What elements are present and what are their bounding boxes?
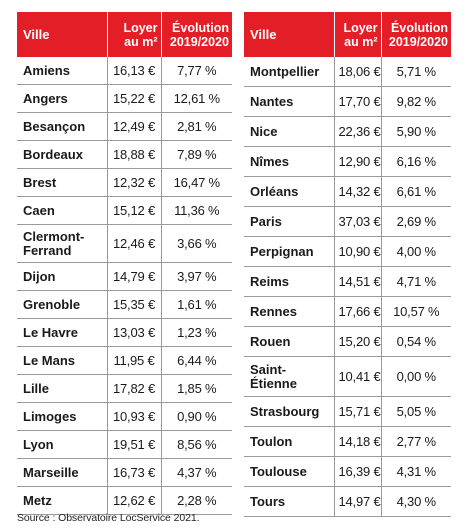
city-cell: Reims (244, 267, 334, 297)
evolution-cell: 4,00 % (381, 237, 451, 267)
rent-cell: 12,32 € (107, 169, 161, 197)
evolution-cell: 0,90 % (161, 403, 232, 431)
table-row (244, 427, 451, 457)
rent-cell: 15,35 € (107, 291, 161, 319)
rent-cell: 14,97 € (334, 487, 381, 517)
table-row (244, 357, 451, 397)
table-row (17, 225, 232, 263)
table-row (17, 169, 232, 197)
table-row (244, 237, 451, 267)
evolution-cell: 4,30 % (381, 487, 451, 517)
evolution-cell: 3,66 % (161, 225, 232, 263)
table-row (17, 487, 232, 515)
city-cell: Nice (244, 117, 334, 147)
table-row (244, 117, 451, 147)
rent-cell: 22,36 € (334, 117, 381, 147)
table-row (17, 141, 232, 169)
evolution-cell: 2,69 % (381, 207, 451, 237)
evolution-cell: 0,00 % (381, 357, 451, 397)
header-rent (107, 12, 161, 57)
city-cell: Clermont- Ferrand (17, 225, 107, 263)
evolution-cell: 2,77 % (381, 427, 451, 457)
rent-cell: 37,03 € (334, 207, 381, 237)
evolution-cell: 2,28 % (161, 487, 232, 515)
rent-cell: 16,13 € (107, 57, 161, 85)
header-rent (334, 12, 381, 57)
city-cell: Limoges (17, 403, 107, 431)
rent-cell: 15,22 € (107, 85, 161, 113)
rent-cell: 17,82 € (107, 375, 161, 403)
city-cell: Paris (244, 207, 334, 237)
city-cell: Perpignan (244, 237, 334, 267)
city-cell: Angers (17, 85, 107, 113)
table-row (244, 397, 451, 427)
city-cell: Strasbourg (244, 397, 334, 427)
city-cell: Toulouse (244, 457, 334, 487)
city-cell: Dijon (17, 263, 107, 291)
table-row (244, 267, 451, 297)
evolution-cell: 6,61 % (381, 177, 451, 207)
header-rent-line2: au m² (344, 34, 378, 49)
rent-cell: 10,90 € (334, 237, 381, 267)
rent-cell: 17,66 € (334, 297, 381, 327)
city-cell: Nantes (244, 87, 334, 117)
city-cell: Marseille (17, 459, 107, 487)
city-cell: Le Mans (17, 347, 107, 375)
evolution-cell: 5,71 % (381, 57, 451, 87)
table-row (17, 291, 232, 319)
header-evo-line2: 2019/2020 (388, 34, 448, 49)
table-row (17, 319, 232, 347)
table-row (244, 457, 451, 487)
table-row (17, 459, 232, 487)
city-cell: Caen (17, 197, 107, 225)
evolution-cell: 7,77 % (161, 57, 232, 85)
evolution-cell: 4,31 % (381, 457, 451, 487)
city-cell: Bordeaux (17, 141, 107, 169)
evolution-cell: 1,61 % (161, 291, 232, 319)
table-header-row (17, 12, 232, 57)
rent-cell: 15,20 € (334, 327, 381, 357)
header-evo-line2: 2019/2020 (169, 34, 229, 49)
table-row (17, 431, 232, 459)
city-cell: Toulon (244, 427, 334, 457)
table-row (17, 113, 232, 141)
evolution-cell: 6,16 % (381, 147, 451, 177)
evolution-cell: 16,47 % (161, 169, 232, 197)
evolution-cell: 5,05 % (381, 397, 451, 427)
rent-cell: 18,88 € (107, 141, 161, 169)
table-row (17, 403, 232, 431)
source-note: Source : Observatoire LocService 2021. (17, 512, 200, 524)
evolution-cell: 11,36 % (161, 197, 232, 225)
city-cell: Nîmes (244, 147, 334, 177)
rent-cell: 11,95 € (107, 347, 161, 375)
header-evo-line1: Évolution (172, 20, 229, 35)
rent-table-left (17, 12, 232, 515)
city-cell: Brest (17, 169, 107, 197)
evolution-cell: 0,54 % (381, 327, 451, 357)
rent-cell: 16,39 € (334, 457, 381, 487)
header-evolution (161, 12, 232, 57)
rent-cell: 12,62 € (107, 487, 161, 515)
evolution-cell: 4,71 % (381, 267, 451, 297)
city-cell: Le Havre (17, 319, 107, 347)
table-row (17, 375, 232, 403)
evolution-cell: 8,56 % (161, 431, 232, 459)
right-table-body (244, 57, 451, 517)
rent-cell: 14,32 € (334, 177, 381, 207)
city-cell: Tours (244, 487, 334, 517)
city-cell: Amiens (17, 57, 107, 85)
evolution-cell: 9,82 % (381, 87, 451, 117)
table-row (17, 263, 232, 291)
rent-cell: 10,93 € (107, 403, 161, 431)
header-city: Ville (244, 12, 334, 57)
evolution-cell: 4,37 % (161, 459, 232, 487)
evolution-cell: 1,85 % (161, 375, 232, 403)
rent-cell: 15,12 € (107, 197, 161, 225)
header-evo-line1: Évolution (391, 20, 448, 35)
table-row (17, 197, 232, 225)
city-cell: Saint- Étienne (244, 357, 334, 397)
city-cell: Orléans (244, 177, 334, 207)
table-row (17, 347, 232, 375)
rent-cell: 18,06 € (334, 57, 381, 87)
evolution-cell: 10,57 % (381, 297, 451, 327)
rent-cell: 15,71 € (334, 397, 381, 427)
city-cell: Grenoble (17, 291, 107, 319)
city-cell: Lyon (17, 431, 107, 459)
header-city: Ville (17, 12, 107, 57)
evolution-cell: 3,97 % (161, 263, 232, 291)
table-row (244, 207, 451, 237)
table-row (17, 85, 232, 113)
evolution-cell: 2,81 % (161, 113, 232, 141)
table-row (244, 57, 451, 87)
evolution-cell: 1,23 % (161, 319, 232, 347)
city-cell: Lille (17, 375, 107, 403)
table-row (244, 87, 451, 117)
city-cell: Rouen (244, 327, 334, 357)
header-rent-line1: Loyer (343, 20, 378, 35)
rent-cell: 14,79 € (107, 263, 161, 291)
city-cell: Rennes (244, 297, 334, 327)
header-rent-line2: au m² (124, 34, 158, 49)
evolution-cell: 12,61 % (161, 85, 232, 113)
evolution-cell: 7,89 % (161, 141, 232, 169)
rent-cell: 12,90 € (334, 147, 381, 177)
rent-cell: 13,03 € (107, 319, 161, 347)
rent-cell: 12,46 € (107, 225, 161, 263)
evolution-cell: 5,90 % (381, 117, 451, 147)
table-header-row (244, 12, 451, 57)
city-cell: Besançon (17, 113, 107, 141)
table-row (244, 147, 451, 177)
rent-table-right (244, 12, 451, 517)
rent-cell: 19,51 € (107, 431, 161, 459)
rent-cell: 17,70 € (334, 87, 381, 117)
rent-cell: 10,41 € (334, 357, 381, 397)
header-rent-line1: Loyer (123, 20, 158, 35)
table-row (244, 297, 451, 327)
evolution-cell: 6,44 % (161, 347, 232, 375)
header-evolution (381, 12, 451, 57)
city-cell: Metz (17, 487, 107, 515)
city-cell: Montpellier (244, 57, 334, 87)
rent-cell: 14,51 € (334, 267, 381, 297)
table-row (244, 177, 451, 207)
table-row (17, 57, 232, 85)
rent-cell: 12,49 € (107, 113, 161, 141)
table-row (244, 327, 451, 357)
table-row (244, 487, 451, 517)
rent-cell: 16,73 € (107, 459, 161, 487)
left-table-body (17, 57, 232, 515)
rent-cell: 14,18 € (334, 427, 381, 457)
